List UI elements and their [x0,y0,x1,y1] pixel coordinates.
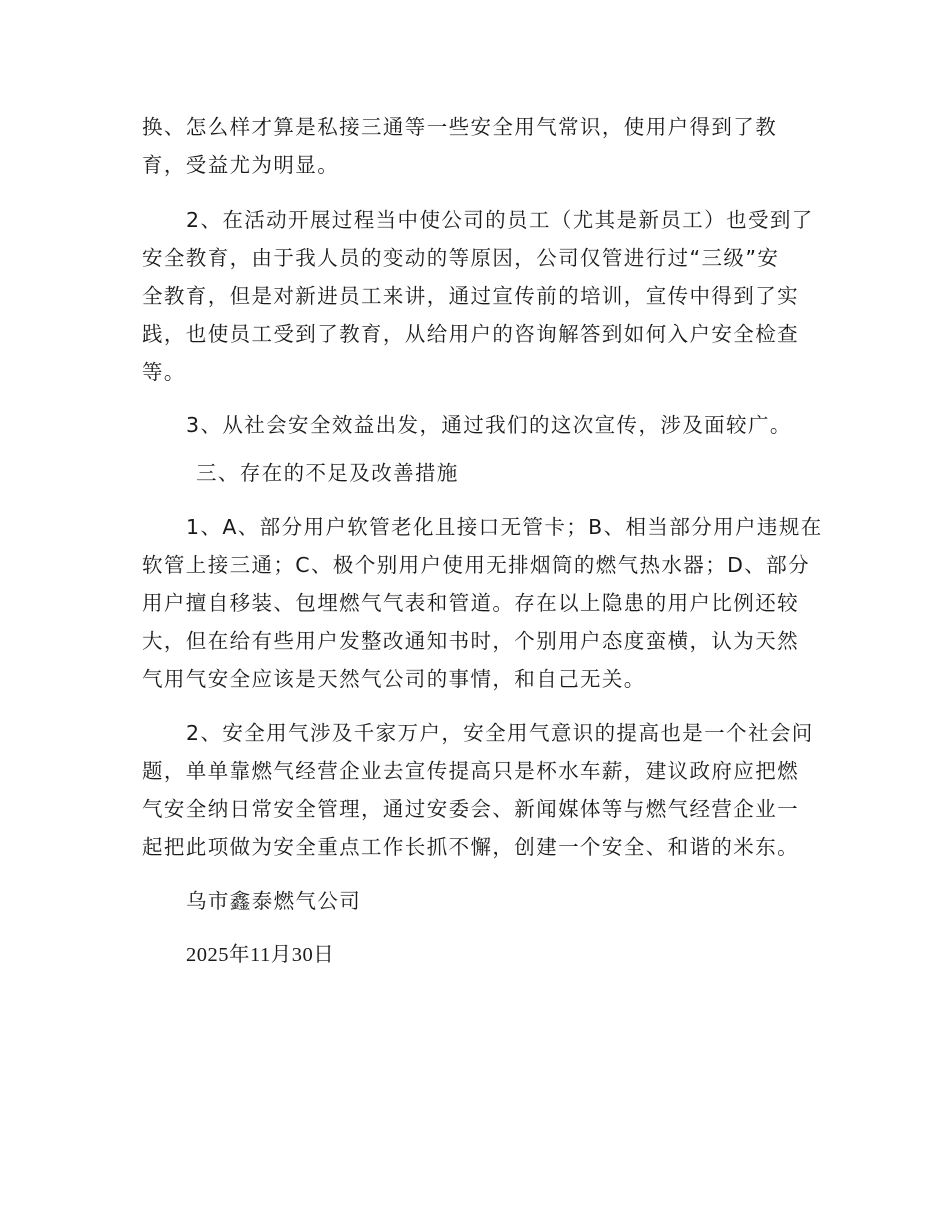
signature-company: 乌市鑫泰燃气公司 [186,889,362,913]
text-line: 用户擅自移装、包埋燃气气表和管道。存在以上隐患的用户比例还较 [142,591,799,615]
signature-date: 2025年11月30日 [186,944,335,966]
text-line: 2、安全用气涉及千家万户，安全用气意识的提高也是一个社会问 [186,721,814,745]
text-line: 2、在活动开展过程当中使公司的员工（尤其是新员工）也受到了 [186,208,814,232]
text-line: 1、A、部分用户软管老化且接口无管卡；B、相当部分用户违规在 [186,515,823,539]
text-line: 践，也使员工受到了教育，从给用户的咨询解答到如何入户安全检查 [142,322,799,346]
text-line: 气安全纳日常安全管理，通过安委会、新闻媒体等与燃气经营企业一 [142,797,799,821]
text-line: 育，受益尤为明显。 [142,153,340,177]
text-line: 换、怎么样才算是私接三通等一些安全用气常识，使用户得到了教 [142,115,778,139]
section-heading: 三、存在的不足及改善措施 [196,461,459,485]
text-line: 等。 [142,360,186,384]
text-line: 全教育，但是对新进员工来讲，通过宣传前的培训，宣传中得到了实 [142,284,799,308]
text-line: 题，单单靠燃气经营企业去宣传提高只是杯水车薪，建议政府应把燃 [142,759,799,783]
text-line: 软管上接三通；C、极个别用户使用无排烟筒的燃气热水器；D、部分 [142,553,810,577]
text-line: 大，但在给有些用户发整改通知书时，个别用户态度蛮横，认为天然 [142,629,799,653]
text-line: 安全教育，由于我人员的变动的等原因，公司仅管进行过“三级”安 [142,246,780,270]
text-line: 起把此项做为安全重点工作长抓不懈，创建一个安全、和谐的米东。 [142,835,799,859]
text-line: 气用气安全应该是天然气公司的事情，和自己无关。 [142,667,646,691]
text-line: 3、从社会安全效益出发，通过我们的这次宣传，涉及面较广。 [186,413,792,437]
